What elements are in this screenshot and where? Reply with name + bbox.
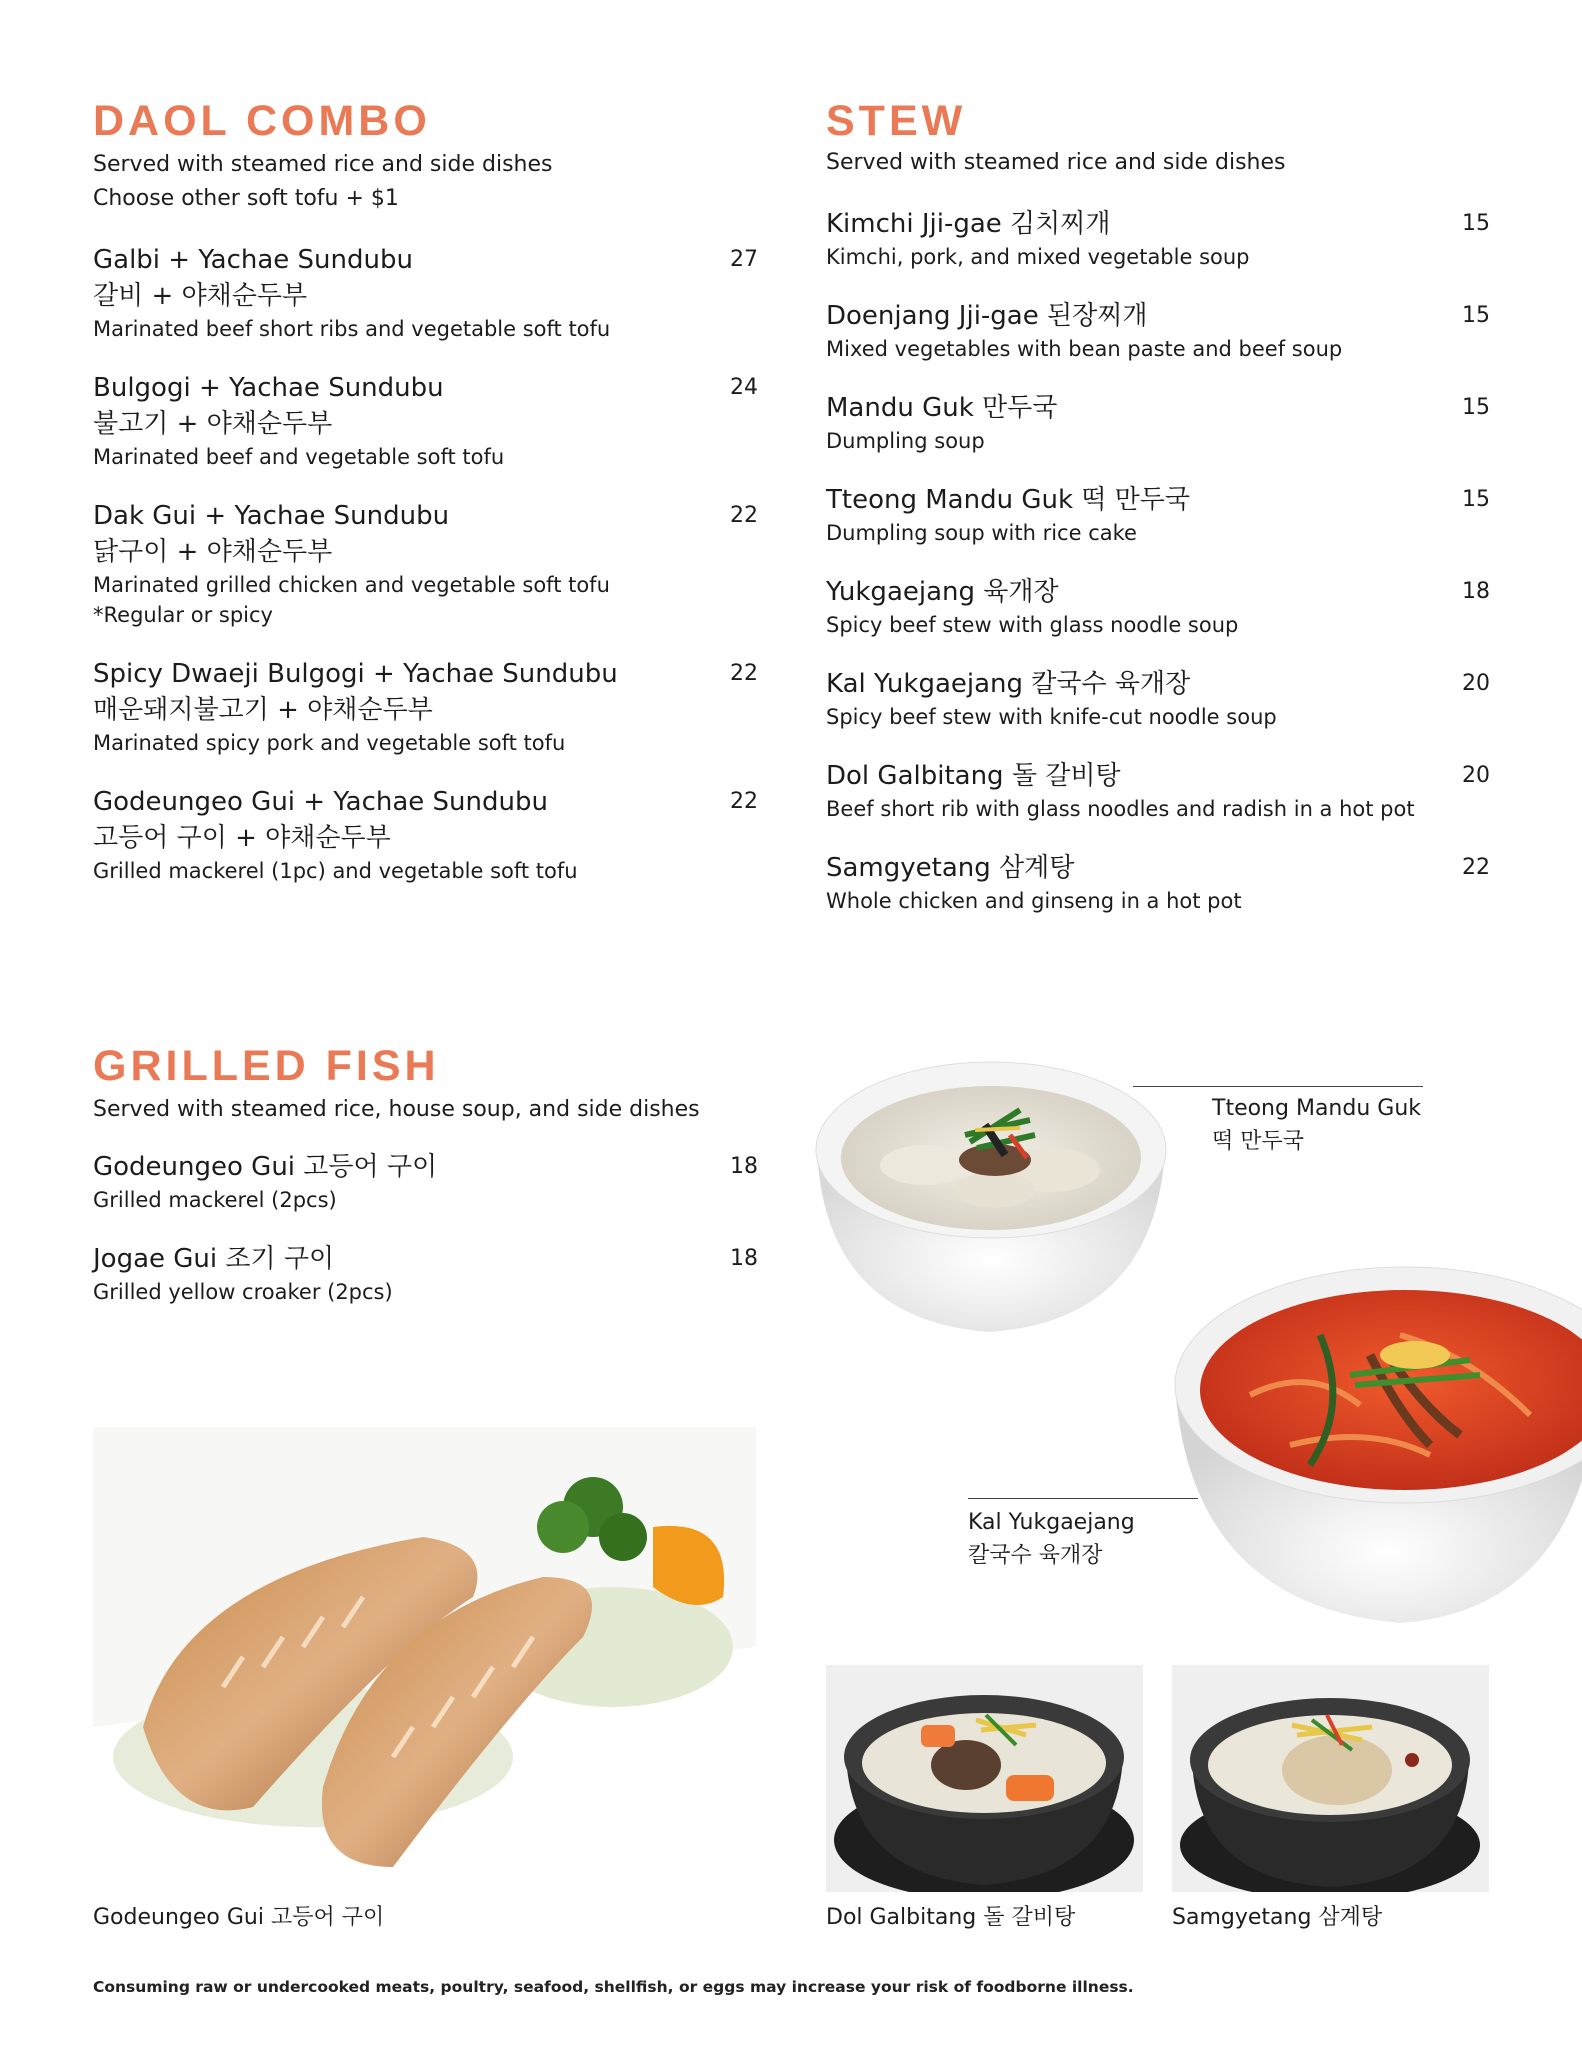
item-price: 15 [1462,487,1490,512]
item-price: 24 [730,375,758,400]
item-description: Grilled mackerel (1pc) and vegetable soft tofu [93,859,578,883]
item-description: Marinated beef and vegetable soft tofu [93,445,505,469]
menu-item [826,482,1490,548]
daol-combo-items [93,242,758,886]
item-description: Beef short rib with glass noodles and radish in a hot pot [826,797,1415,821]
kal-leader-line [968,1498,1198,1499]
item-name: Doenjang Jji-gae 된장찌개 [826,301,1148,331]
item-name: Tteong Mandu Guk 떡 만두국 [826,485,1190,515]
callout-korean: 떡 만두국 [1212,1129,1305,1154]
item-description: Whole chicken and ginseng in a hot pot [826,889,1242,913]
item-price: 20 [1462,671,1490,696]
menu-item [826,390,1490,456]
callout-english: Kal Yukgaejang [968,1510,1135,1535]
stew-note: Served with steamed rice and side dishes [826,150,1286,175]
menu-item [93,1149,758,1215]
menu-item [826,574,1490,640]
item-korean: 닭구이 + 야채순두부 [93,537,333,567]
grilled-fish-note: Served with steamed rice, house soup, and side dishes [93,1097,700,1122]
item-korean: 갈비 + 야채순두부 [93,281,308,311]
item-name: Bulgogi + Yachae Sundubu [93,373,444,403]
grilled-fish-items [93,1149,758,1307]
item-description: Grilled mackerel (2pcs) [93,1188,337,1212]
item-korean: 고등어 구이 + 야채순두부 [93,823,391,853]
item-name: Dak Gui + Yachae Sundubu [93,501,450,531]
callout-english: Tteong Mandu Guk [1212,1096,1421,1121]
menu-item [826,298,1490,364]
item-description: Dumpling soup with rice cake [826,521,1137,545]
daol-combo-section [93,96,758,912]
item-price: 27 [730,247,758,272]
item-korean: 불고기 + 야채순두부 [93,409,333,439]
item-note: *Regular or spicy [93,603,273,627]
menu-item [826,206,1490,272]
dol-galbitang-photo [826,1665,1143,1892]
item-name: Yukgaejang 육개장 [826,577,1059,607]
menu-item [93,242,758,344]
callout-korean: 칼국수 육개장 [968,1543,1103,1568]
item-price: 15 [1462,303,1490,328]
daol-combo-title: DAOL COMBO [93,97,431,145]
stew-section [826,96,1490,942]
item-price: 18 [1462,579,1490,604]
grilled-fish-title: GRILLED FISH [93,1042,440,1090]
item-description: Mixed vegetables with bean paste and beef soup [826,337,1343,361]
item-description: Dumpling soup [826,429,985,453]
kal-yukgaejang-callout [968,1506,1135,1572]
item-price: 18 [730,1154,758,1179]
dol-galbitang-caption: Dol Galbitang 돌 갈비탕 [826,1905,1076,1930]
item-price: 22 [730,503,758,528]
stew-items [826,206,1490,916]
item-price: 22 [730,789,758,814]
tteong-leader-line [1133,1086,1423,1087]
tteong-mandu-guk-photo [805,1040,1175,1335]
item-price: 22 [1462,855,1490,880]
food-safety-disclaimer: Consuming raw or undercooked meats, poultry, seafood, shellfish, or eggs may increase your risk of foodborne illness. [93,1978,1134,1996]
item-name: Jogae Gui 조기 구이 [93,1244,335,1274]
item-name: Kimchi Jji-gae 김치찌개 [826,209,1111,239]
menu-item [826,666,1490,732]
item-name: Godeungeo Gui 고등어 구이 [93,1152,438,1182]
menu-item [93,498,758,630]
daol-combo-note-2: Choose other soft tofu + $1 [93,186,399,211]
item-name: Galbi + Yachae Sundubu [93,245,413,275]
item-korean: 매운돼지불고기 + 야채순두부 [93,695,433,725]
menu-item [93,656,758,758]
menu-item [93,1241,758,1307]
item-name: Godeungeo Gui + Yachae Sundubu [93,787,548,817]
item-description: Marinated grilled chicken and vegetable soft tofu [93,573,610,597]
item-name: Spicy Dwaeji Bulgogi + Yachae Sundubu [93,659,618,689]
item-description: Kimchi, pork, and mixed vegetable soup [826,245,1250,269]
item-name: Kal Yukgaejang 칼국수 육개장 [826,669,1191,699]
samgyetang-caption: Samgyetang 삼계탕 [1172,1905,1383,1930]
kal-yukgaejang-photo [1170,1245,1582,1625]
menu-item [826,758,1490,824]
samgyetang-photo [1172,1665,1489,1892]
item-price: 18 [730,1246,758,1271]
item-price: 15 [1462,395,1490,420]
item-price: 22 [730,661,758,686]
item-price: 15 [1462,211,1490,236]
tteong-mandu-guk-callout [1212,1092,1421,1158]
godeungeo-gui-photo [93,1427,756,1891]
menu-item [93,784,758,886]
stew-title: STEW [826,97,967,145]
menu-item [826,850,1490,916]
item-description: Spicy beef stew with knife-cut noodle soup [826,705,1277,729]
daol-combo-note: Served with steamed rice and side dishes [93,152,553,177]
item-name: Samgyetang 삼계탕 [826,853,1075,883]
item-description: Grilled yellow croaker (2pcs) [93,1280,393,1304]
godeungeo-gui-caption: Godeungeo Gui 고등어 구이 [93,1905,385,1930]
item-name: Dol Galbitang 돌 갈비탕 [826,761,1121,791]
item-price: 20 [1462,763,1490,788]
grilled-fish-section [93,1041,758,1333]
item-description: Marinated beef short ribs and vegetable soft tofu [93,317,611,341]
menu-item [93,370,758,472]
item-description: Spicy beef stew with glass noodle soup [826,613,1239,637]
item-description: Marinated spicy pork and vegetable soft tofu [93,731,566,755]
item-name: Mandu Guk 만두국 [826,393,1058,423]
